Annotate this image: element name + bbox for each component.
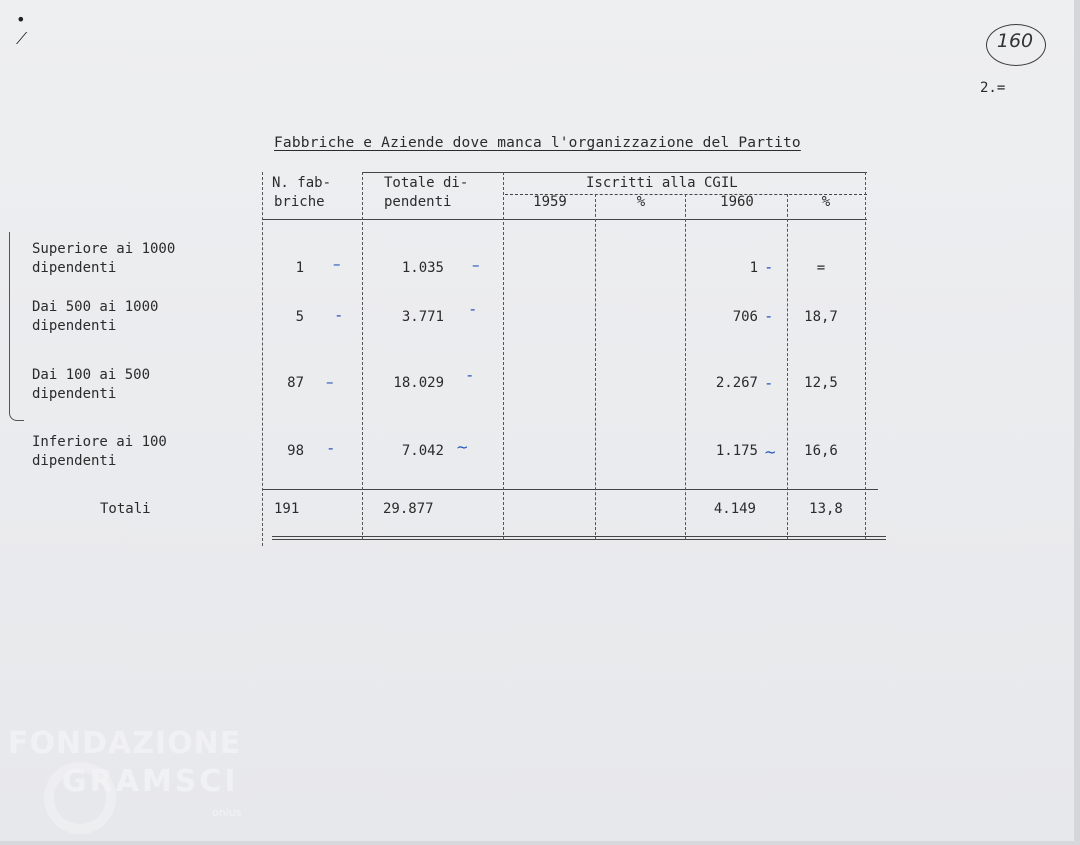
cell-totale-dipendenti: 3.771 bbox=[401, 309, 444, 325]
header-totale-dipendenti: Totale di- bbox=[384, 175, 469, 191]
blue-check-mark: – bbox=[472, 256, 480, 274]
header-n-fabbriche: briche bbox=[274, 194, 325, 210]
row-label: Inferiore ai 100 bbox=[32, 434, 167, 450]
page-edge-right bbox=[1074, 0, 1080, 845]
cell-iscritti-1960: 706 bbox=[732, 309, 758, 325]
totals-label: Totali bbox=[100, 501, 151, 517]
cell-pct-1960: 16,6 bbox=[804, 443, 838, 459]
cell-totale-dipendenti-total: 29.877 bbox=[383, 501, 434, 517]
page-number-handwritten: 160 bbox=[996, 30, 1034, 52]
header-n-fabbriche: N. fab- bbox=[272, 175, 332, 191]
col-divider bbox=[865, 172, 866, 540]
cell-pct-1960-total: 13,8 bbox=[809, 501, 843, 517]
pencil-bracket-mark bbox=[9, 232, 24, 421]
row-label: dipendenti bbox=[32, 318, 117, 334]
cell-iscritti-1960: 1.175 bbox=[715, 443, 758, 459]
blue-check-mark: – bbox=[333, 255, 341, 273]
bottom-double-rule bbox=[272, 536, 886, 540]
header-pct-1959: % bbox=[636, 194, 646, 210]
cell-totale-dipendenti: 7.042 bbox=[401, 443, 444, 459]
row-label: dipendenti bbox=[32, 386, 117, 402]
blue-check-mark: ~ bbox=[456, 438, 469, 456]
col-divider bbox=[685, 194, 686, 540]
row-label: Dai 500 ai 1000 bbox=[32, 299, 159, 315]
col-divider bbox=[262, 172, 263, 546]
cell-n-fabbriche: 5 bbox=[295, 309, 304, 325]
table-top-rule bbox=[362, 172, 867, 173]
blue-check-mark: - bbox=[766, 307, 772, 325]
watermark-text: FONDAZIONE bbox=[8, 726, 242, 761]
col-divider bbox=[787, 194, 788, 540]
cell-iscritti-1960: 2.267 bbox=[715, 375, 758, 391]
margin-pencil-mark: • ⟋ bbox=[16, 10, 28, 48]
header-1960: 1960 bbox=[720, 194, 754, 210]
blue-check-mark: - bbox=[470, 300, 476, 318]
blue-check-mark: – bbox=[326, 373, 334, 391]
watermark-text: GRAMSCI bbox=[62, 764, 239, 799]
cell-n-fabbriche-total: 191 bbox=[274, 501, 300, 517]
blue-check-mark: - bbox=[766, 374, 772, 392]
header-totale-dipendenti: pendenti bbox=[384, 194, 452, 210]
blue-check-mark: - bbox=[766, 258, 772, 276]
totals-rule bbox=[262, 489, 878, 490]
blue-check-mark: ~ bbox=[764, 443, 777, 461]
blue-check-mark: - bbox=[467, 366, 473, 384]
blue-check-mark: - bbox=[328, 439, 334, 457]
header-1959: 1959 bbox=[533, 194, 567, 210]
cell-pct-1960: 18,7 bbox=[804, 309, 838, 325]
col-divider bbox=[595, 194, 596, 540]
watermark-text: onlus bbox=[212, 806, 242, 819]
cell-iscritti-1960: 1 bbox=[749, 260, 758, 276]
header-iscritti-cgil: Iscritti alla CGIL bbox=[586, 175, 738, 191]
cell-pct-1960: = bbox=[816, 260, 826, 276]
row-label: Superiore ai 1000 bbox=[32, 241, 176, 257]
page-reference: 2.= bbox=[980, 80, 1006, 96]
cell-totale-dipendenti: 1.035 bbox=[401, 260, 444, 276]
col-divider bbox=[503, 172, 504, 540]
cell-n-fabbriche: 1 bbox=[295, 260, 304, 276]
row-label: dipendenti bbox=[32, 453, 117, 469]
cell-iscritti-1960-total: 4.149 bbox=[713, 501, 756, 517]
cell-n-fabbriche: 87 bbox=[287, 375, 304, 391]
header-pct-1960: % bbox=[821, 194, 831, 210]
cell-totale-dipendenti: 18.029 bbox=[393, 375, 444, 391]
row-label: dipendenti bbox=[32, 260, 117, 276]
cell-n-fabbriche: 98 bbox=[287, 443, 304, 459]
row-label: Dai 100 ai 500 bbox=[32, 367, 151, 383]
header-rule bbox=[262, 219, 867, 220]
cell-pct-1960: 12,5 bbox=[804, 375, 838, 391]
page-edge-bottom bbox=[0, 841, 1080, 845]
table-title: Fabbriche e Aziende dove manca l'organizzazione del Partito bbox=[274, 135, 801, 151]
blue-check-mark: - bbox=[336, 306, 342, 324]
col-divider bbox=[362, 172, 363, 540]
